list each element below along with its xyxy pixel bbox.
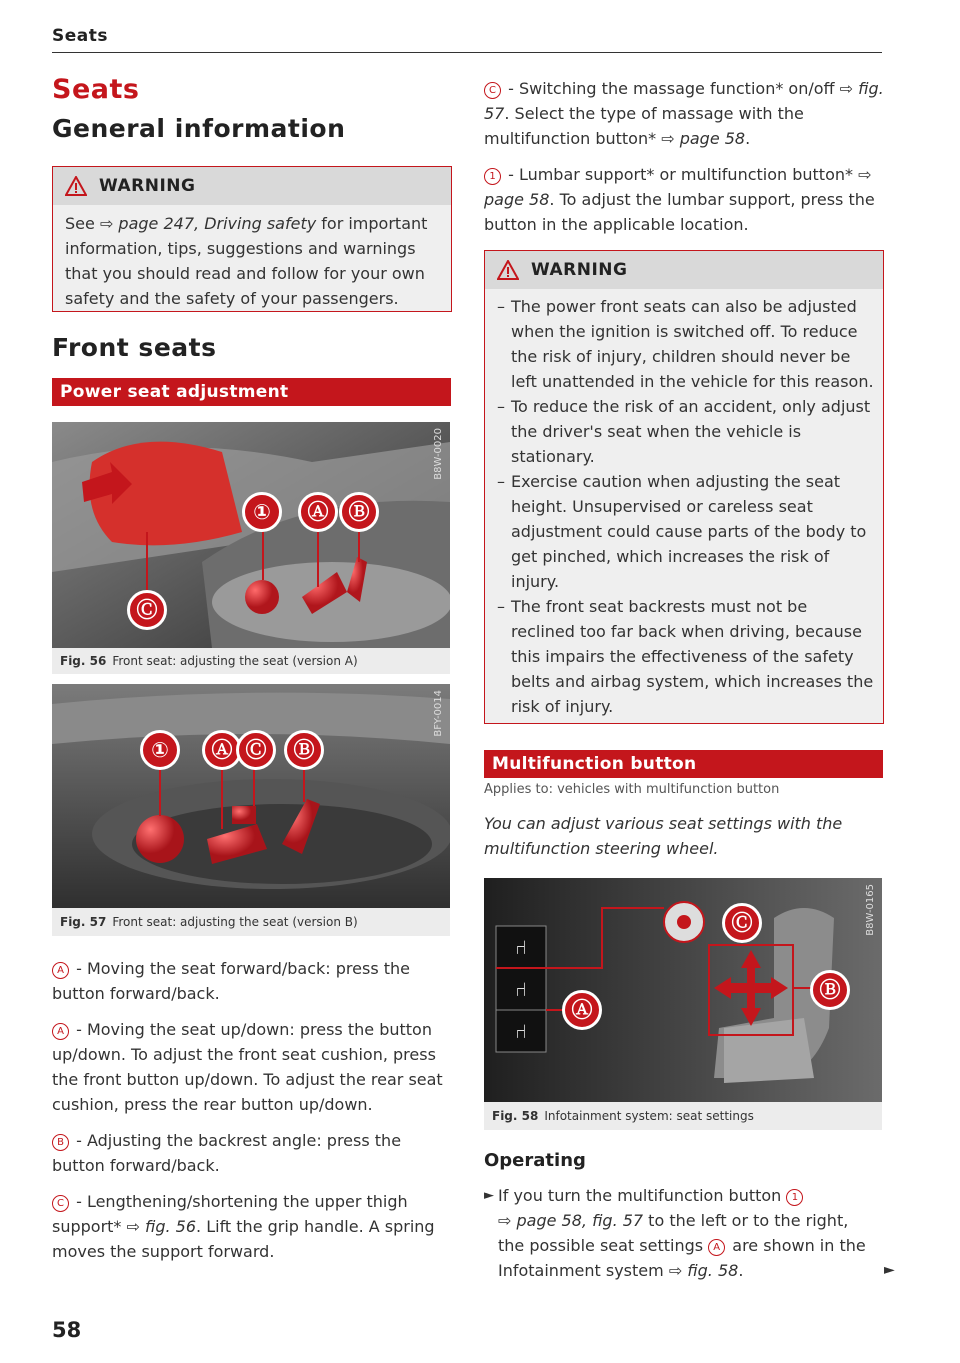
figure-code: BFY-0014 xyxy=(433,690,444,737)
callout-1: ① xyxy=(242,492,282,532)
callout-b: Ⓑ xyxy=(339,492,379,532)
marker-b-icon: B xyxy=(52,1134,69,1151)
para-backrest: B - Adjusting the backrest angle: press the button forward/back. xyxy=(52,1131,402,1175)
fig-58-link[interactable]: ⇨ fig. 58 xyxy=(668,1261,739,1280)
warning-box-general xyxy=(52,166,452,312)
warning-text: See ⇨ page 247, Driving safety for important information, tips, suggestions and warnings that you should read and follow for your own safety and the safety of your passengers. xyxy=(65,214,428,308)
marker-1-icon: 1 xyxy=(484,168,501,185)
figure-57 xyxy=(52,684,450,908)
para-up-down: A - Moving the seat up/down: press the button up/down. To adjust the front seat cushion, press the front button up/down. To adjust the rear seat cushion, press the rear button up/down. xyxy=(52,1020,443,1114)
page-58-link[interactable]: ⇨ page 58 xyxy=(661,129,746,148)
warning-triangle-icon xyxy=(497,260,519,280)
figure-code: B8W-0165 xyxy=(865,884,876,936)
callout-c: Ⓒ xyxy=(127,590,167,630)
para-lumbar: 1 - Lumbar support* or multifunction button* ⇨ page 58. To adjust the lumbar support, press the button in the applicable location. xyxy=(484,165,875,234)
svg-text:⑁: ⑁ xyxy=(515,1019,527,1043)
para-thigh-support: C - Lengthening/shortening the upper thigh support* ⇨ fig. 56. Lift the grip handle. A spring moves the support forward. xyxy=(52,1192,435,1261)
warning-list-item: – The front seat backrests must not be reclined too far back when driving, because this impairs the effectiveness of the safety belts and airbag system, which increases the risk of injury. xyxy=(485,594,875,719)
figure-57-caption: Fig. 57 Front seat: adjusting the seat (version B) xyxy=(52,908,450,936)
seat-illustration-a xyxy=(52,422,450,648)
chapter-title: Seats xyxy=(52,74,140,105)
svg-text:⑁: ⑁ xyxy=(515,977,527,1001)
warning-list xyxy=(485,294,875,719)
marker-1-icon: 1 xyxy=(786,1189,803,1206)
page-number: 58 xyxy=(52,1318,82,1342)
header-rule xyxy=(52,52,882,53)
page-58-link[interactable]: ⇨ page 58 xyxy=(484,165,872,209)
figure-58-caption: Fig. 58 Infotainment system: seat settings xyxy=(484,1102,882,1130)
fig-56-link[interactable]: ⇨ fig. 56 xyxy=(126,1217,197,1236)
callout-1: ① xyxy=(140,730,180,770)
svg-text:⑁: ⑁ xyxy=(515,935,527,959)
callout-c: Ⓒ xyxy=(236,730,276,770)
callout-b: Ⓑ xyxy=(810,970,850,1010)
applies-note: Applies to: vehicles with multifunction button xyxy=(484,782,780,797)
marker-a-icon: A xyxy=(708,1239,725,1256)
running-title: Seats xyxy=(52,26,108,46)
section-title-front-seats: Front seats xyxy=(52,333,217,362)
seat-illustration-b xyxy=(52,684,450,908)
marker-a-icon: A xyxy=(52,962,69,979)
warning-list-item: – To reduce the risk of an accident, only adjust the driver's seat when the vehicle is stationary. xyxy=(485,394,875,469)
marker-c-icon: C xyxy=(52,1195,69,1212)
bullet-arrow-icon: ► xyxy=(484,1188,494,1203)
marker-c-icon: C xyxy=(484,82,501,99)
warning-triangle-icon xyxy=(65,176,87,196)
driving-safety-link[interactable]: ⇨ page 247, Driving safety xyxy=(99,214,317,233)
para-forward-back: A - Moving the seat forward/back: press the button forward/back. xyxy=(52,959,410,1003)
callout-a: Ⓐ xyxy=(202,730,242,770)
figure-56-caption: Fig. 56 Front seat: adjusting the seat (version A) xyxy=(52,648,450,674)
warning-title: WARNING xyxy=(531,260,628,280)
warning-box-power-seats xyxy=(484,250,884,724)
callout-a: Ⓐ xyxy=(298,492,338,532)
callout-a: Ⓐ xyxy=(562,990,602,1030)
callout-c: Ⓒ xyxy=(722,903,762,943)
warning-title: WARNING xyxy=(99,176,196,196)
callout-b: Ⓑ xyxy=(284,730,324,770)
para-massage: C - Switching the massage function* on/off ⇨ fig. 57. Select the type of massage with the multifunction button* ⇨ page 58. xyxy=(484,79,884,148)
power-seat-bar: Power seat adjustment xyxy=(52,378,451,406)
fig-57-link[interactable]: ⇨ fig. 57 xyxy=(484,79,884,123)
warning-header xyxy=(485,251,883,289)
intro-text: You can adjust various seat settings with the multifunction steering wheel. xyxy=(484,814,843,858)
figure-58 xyxy=(484,878,882,1102)
section-title-general: General information xyxy=(52,114,346,143)
marker-a-icon: A xyxy=(52,1023,69,1040)
operating-heading: Operating xyxy=(484,1150,586,1171)
warning-list-item: – The power front seats can also be adjusted when the ignition is switched off. To reduce the risk of injury, children should never be left unattended in the vehicle for this reason. xyxy=(485,294,875,394)
operating-step: ► If you turn the multifunction button 1 ⇨ page 58, fig. 57 to the left or to the right, the possible seat settings A are shown in the Infotainment system ⇨ fig. 58. xyxy=(484,1183,874,1283)
figure-code: B8W-0020 xyxy=(433,428,444,480)
page-58-fig-57-link[interactable]: ⇨ page 58, fig. 57 xyxy=(498,1211,644,1230)
warning-header xyxy=(53,167,451,205)
multifunction-bar: Multifunction button xyxy=(484,750,883,778)
warning-list-item: – Exercise caution when adjusting the seat height. Unsupervised or careless seat adjustment could cause parts of the body to get pinched, which increases the risk of injury. xyxy=(485,469,875,594)
figure-56 xyxy=(52,422,450,648)
continue-arrow-icon[interactable]: ► xyxy=(884,1262,895,1278)
